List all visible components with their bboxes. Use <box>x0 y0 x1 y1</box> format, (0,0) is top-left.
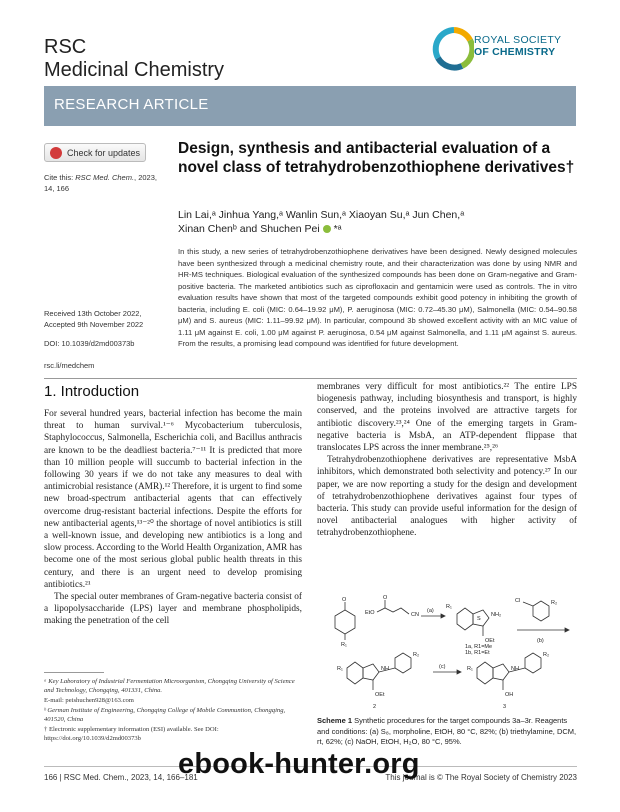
section-heading: 1. Introduction <box>44 383 140 400</box>
received-date: Received 13th October 2022, <box>44 309 142 318</box>
scheme-label-r1c: R₁ <box>337 666 343 672</box>
article-type-label: RESEARCH ARTICLE <box>54 96 209 113</box>
journal-site-link[interactable]: rsc.li/medchem <box>44 361 95 370</box>
body-paragraph: The special outer membranes of Gram-negative bacteria consist of a lipopolysaccharide (LPS) layer and membrane phospholipids, making the penetration of the cell <box>44 592 302 627</box>
scheme-label-r2b: R₂ <box>413 652 420 658</box>
scheme-label-nh2: NH₂ <box>491 612 502 618</box>
scheme-1-figure <box>317 592 577 712</box>
orcid-icon[interactable] <box>323 225 331 233</box>
scheme-label-r2: R₂ <box>551 600 558 606</box>
scheme-caption-text: Synthetic procedures for the target compounds 3a–3r. Reagents and conditions: (a) S₈, morpholine, EtOH, 80 °C, 82%; (b) triethylamine, DCM, rt, 62%; (c) NaOH, EtOH, H₂O, 80 °C, 95%. <box>317 716 577 746</box>
scheme-step-c: (c) <box>439 664 446 670</box>
journal-title-line1: RSC <box>44 36 87 58</box>
scheme-label-oh: OH <box>505 692 514 698</box>
authors-tail: *ᵃ <box>333 223 342 235</box>
authors-line1: Lin Lai,ᵃ Jinhua Yang,ᵃ Wanlin Sun,ᵃ Xiaoyan Su,ᵃ Jun Chen,ᵃ <box>178 209 465 221</box>
body-paragraph: For several hundred years, bacterial infection has become the main threat to human survival.¹⁻⁶ Mycobacterium tuberculosis, Staphylococcus, Salmonella, Escherichia coli, and Bacillus anthracis are known to be the deadliest bacteria.⁷⁻¹¹ It is predicted that more than 10 million people will succumb to bacterial infection in the following 30 years if we do not take any measures to deal with antimicrobial resistance (AMR).¹² Therefore, it is urgent to find some new broad-spectrum antibacterial agents that can effectively overcome drug-resistant bacterial infections. Despite the efforts for new antibacterial agents,¹³⁻²⁰ the shortage of novel antibiotics is still a well-known issue, and developing new antibiotics is a long and slow process. According to the World Health Organization, AMR has become one of the most serious global public health threats in this century, and there is an urgent need to develop promising antibiotics.²¹ <box>44 409 302 590</box>
scheme-cmpd-1b: 1b, R1=Et <box>465 650 490 656</box>
scheme-cmpd-2: 2 <box>373 704 377 710</box>
scheme-label-cl: Cl <box>515 598 521 604</box>
footnote-email[interactable]: E-mail: peishuchen928@163.com <box>44 697 134 704</box>
scheme-label-cn: CN <box>411 612 419 618</box>
body-column-right <box>317 381 577 540</box>
rsc-logo-mark-icon <box>432 26 474 72</box>
journal-title-line2: Medicinal Chemistry <box>44 59 225 81</box>
footer-left: 166 | RSC Med. Chem., 2023, 14, 166–181 <box>44 773 198 782</box>
author-list <box>178 208 478 236</box>
scheme-cmpd-1a: 1a, R1=Me <box>465 644 493 650</box>
footnote-affiliation-a <box>44 677 302 695</box>
rsc-logo-line1: ROYAL SOCIETY <box>474 34 562 46</box>
check-updates-icon <box>50 147 62 159</box>
scheme-label-r1: R₁ <box>341 642 347 648</box>
footnote-b-text: ᵇ German Institute of Engineering, Chongqing College of Mobile Communtion, Chongqing, 401520, China <box>44 707 286 723</box>
authors-line2-wrap <box>178 222 478 236</box>
scheme-label-r1d: R₁ <box>467 666 473 672</box>
doi-link[interactable]: DOI: 10.1039/d2md00373b <box>44 339 135 348</box>
body-paragraph: Tetrahydrobenzothiophene derivatives are representative MsbA inhibitors, which demonstrated both selectivity and potency.²⁷ In our paper, we are now reporting a study for the design and development of tetrahydrobenzothiophene derivatives against four types of bacteria. This study can provide useful information for the design of novel antibacterial analogues with higher activity of tetrahydrobenzothiophene. <box>317 455 577 539</box>
scheme-label-nh-2: NH <box>511 666 519 672</box>
scheme-label-r1b: R₁ <box>446 604 452 610</box>
scheme-step-a: (a) <box>427 608 434 614</box>
article-type-banner <box>44 86 576 126</box>
scheme-caption-label: Scheme 1 <box>317 716 353 725</box>
footnote-esi[interactable]: † Electronic supplementary information (ESI) available. See DOI: https://doi.org/10.1039/d2md00373b <box>44 726 219 742</box>
rsc-logo-line2: OF CHEMISTRY <box>474 46 556 58</box>
article-dates <box>44 309 169 330</box>
rsc-logo <box>432 26 582 72</box>
article-title: Design, synthesis and antibacterial evaluation of a novel class of tetrahydrobenzothiophene derivatives† <box>178 140 575 176</box>
footer-right: This journal is © The Royal Society of Chemistry 2023 <box>385 773 577 782</box>
scheme-step-b: (b) <box>537 638 544 644</box>
scheme-caption <box>317 716 577 748</box>
check-for-updates-button[interactable] <box>44 143 146 162</box>
scheme-label-eto: EtO <box>365 610 375 616</box>
scheme-cmpd-3: 3 <box>503 704 507 710</box>
scheme-label-s: S <box>477 616 481 622</box>
scheme-label-nh: NH <box>381 666 389 672</box>
scheme-label-oet2: OEt <box>375 692 385 698</box>
citation <box>44 172 164 194</box>
accepted-date: Accepted 9th November 2022 <box>44 319 144 329</box>
check-updates-label: Check for updates <box>67 148 141 158</box>
watermark: ebook-hunter.org <box>178 748 420 780</box>
body-paragraph: membranes very difficult for most antibiotics.²² The entire LPS biogenesis pathway, including biosynthesis and transport, is highly conserved, and the proteins involved are attractive targets for antibiotic discovery.²³,²⁴ One of the emerging targets in Gram-negative bacteria is MsbA, an ATP-dependent flippase that translocates LPS across the inner membrane.²⁵,²⁶ <box>317 382 577 454</box>
footnote-a-text: ᵃ Key Laboratory of Industrial Fermentation Microorganism, Chongqing University of Science and Technology, Chongqing, 401331, China. <box>44 678 295 694</box>
cite-prefix: Cite this: <box>44 173 76 182</box>
section-divider <box>44 378 577 379</box>
body-column-left <box>44 408 302 628</box>
footnote-divider <box>44 672 104 673</box>
rsc-logo-text <box>474 34 561 58</box>
scheme-label-r2c: R₂ <box>543 652 550 658</box>
journal-title <box>44 36 224 82</box>
scheme-label-o: O <box>342 597 347 603</box>
cite-details: , 2023, 14, 166 <box>44 173 157 193</box>
authors-line2: Xinan Chenᵇ and Shuchen Pei <box>178 223 320 235</box>
cite-journal: RSC Med. Chem. <box>75 173 135 182</box>
footnotes <box>44 677 302 744</box>
scheme-label-o2: O <box>383 595 388 601</box>
footnote-affiliation-b <box>44 706 302 724</box>
scheme-label-oet: OEt <box>485 638 495 644</box>
abstract: In this study, a new series of tetrahydrobenzothiophene derivatives have been designed. Newly designed molecules have been synthesized through a medicinal chemistry route, and their characterization was done by using NMR and HR-MS techniques. Biological evaluation of the synthesized compounds has been done on Gram-negative and Gram-positive bacteria. The marketed antibiotics such as ciprofloxacin and gentamicin were used as controls. The in vitro evaluation results have shown that most of the targeted compounds exhibit good potency in inhibiting the growth of bacteria, including E. coli (MIC: 0.64–19.92 μM), P. aeruginosa (MIC: 0.72–45.30 μM), Salmonella (MIC: 0.54–90.58 μM) and S. aureus (MIC: 1.11–99.92 μM). In particular, compound 3b showed excellent activity with an MIC value of 1.11 μM against E. coli, 1.00 μM against P. aeruginosa, 0.54 μM against Salmonella, and 1.11 μM against S. aureus. From the results, a promising lead compound was identified for future development. <box>178 247 577 348</box>
